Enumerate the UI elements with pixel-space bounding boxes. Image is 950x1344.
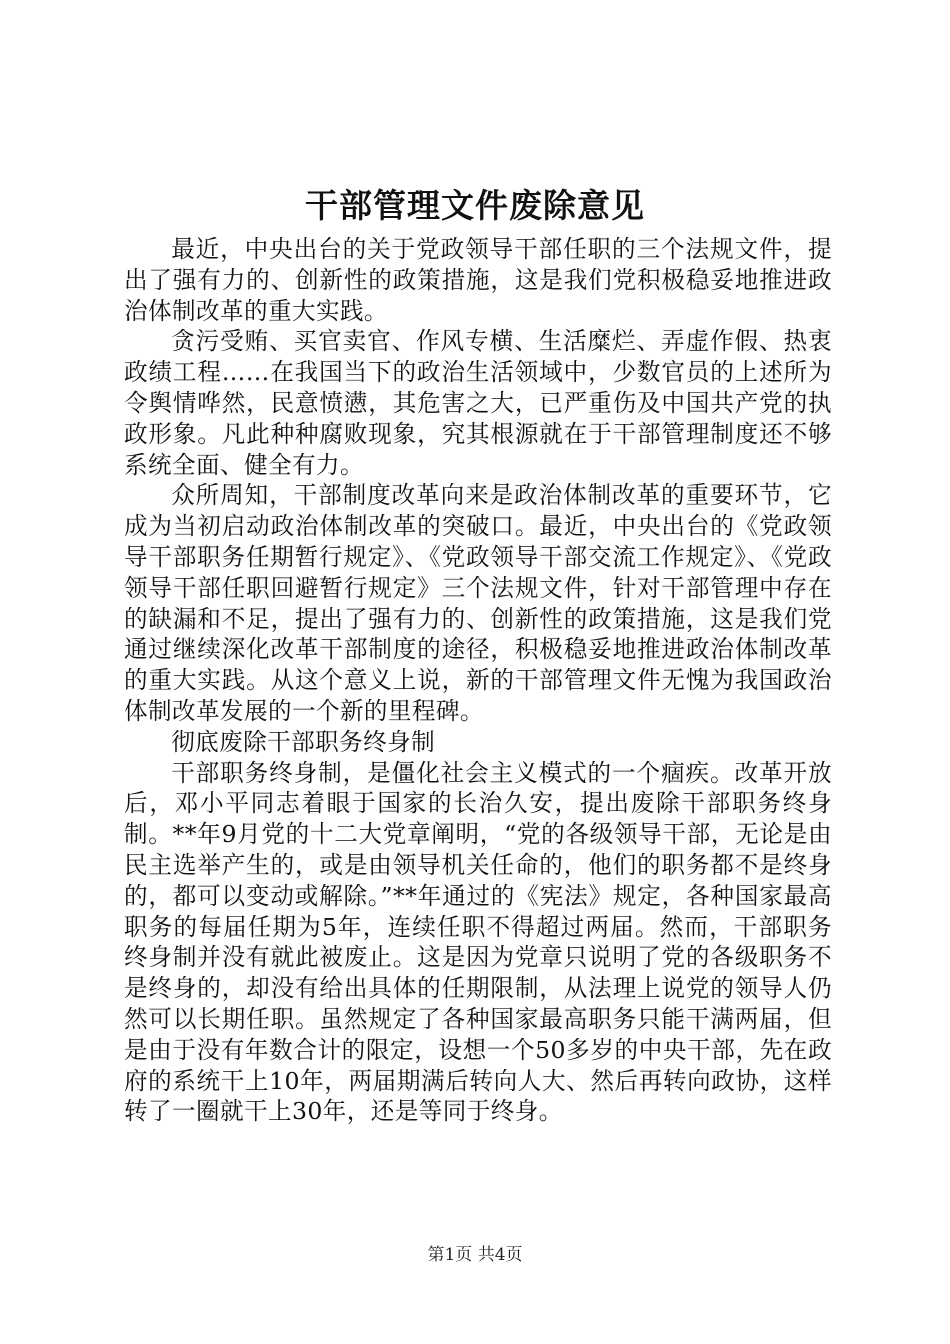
paragraph-reform: 众所周知，干部制度改革向来是政治体制改革的重要环节，它成为当初启动政治体制改革的突破口。最近，中央出台的《党政领导干部职务任期暂行规定》、《党政领导干部交流工作规定》、《党政领导干部任职回避暂行规定》三个法规文件，针对干部管理中存在的缺漏和不足，提出了强有力的、创新性的政策措施，这是我们党通过继续深化改革干部制度的途径，积极稳妥地推进政治体制改革的重大实践。从这个意义上说，新的干部管理文件无愧为我国政治体制改革发展的一个新的里程碑。 (124, 481, 832, 725)
document-title: 干部管理文件废除意见 (305, 186, 645, 225)
page-footer: 第1页 共4页 (427, 1245, 523, 1265)
paragraph-corruption: 贪污受贿、买官卖官、作风专横、生活糜烂、弄虚作假、热衷政绩工程……在我国当下的政治生活领域中，少数官员的上述所为令舆情哗然，民意愤懑，其危害之大，已严重伤及中国共产党的执政形象。凡此种种腐败现象，究其根源就在于干部管理制度还不够系统全面、健全有力。 (124, 327, 832, 479)
document-body (124, 234, 832, 1127)
section-subheading: 彻底废除干部职务终身制 (171, 727, 436, 756)
paragraph-intro: 最近，中央出台的关于党政领导干部任职的三个法规文件，提出了强有力的、创新性的政策措施，这是我们党积极稳妥地推进政治体制改革的重大实践。 (124, 235, 832, 325)
paragraph-tenure: 干部职务终身制，是僵化社会主义模式的一个痼疾。改革开放后，邓小平同志着眼于国家的长治久安，提出废除干部职务终身制。**年9月党的十二大党章阐明，“党的各级领导干部，无论是由民主选举产生的，或是由领导机关任命的，他们的职务都不是终身的，都可以变动或解除。”**年通过的《宪法》规定，各种国家最高职务的每届任期为5年，连续任职不得超过两届。然而，干部职务终身制并没有就此被废止。这是因为党章只说明了党的各级职务不是终身的，却没有给出具体的任期限制，从法理上说党的领导人仍然可以长期任职。虽然规定了各种国家最高职务只能干满两届，但是由于没有年数合计的限定，设想一个50多岁的中央干部，先在政府的系统干上10年，两届期满后转向人大、然后再转向政协，这样转了一圈就干上30年，还是等同于终身。 (124, 758, 832, 1126)
